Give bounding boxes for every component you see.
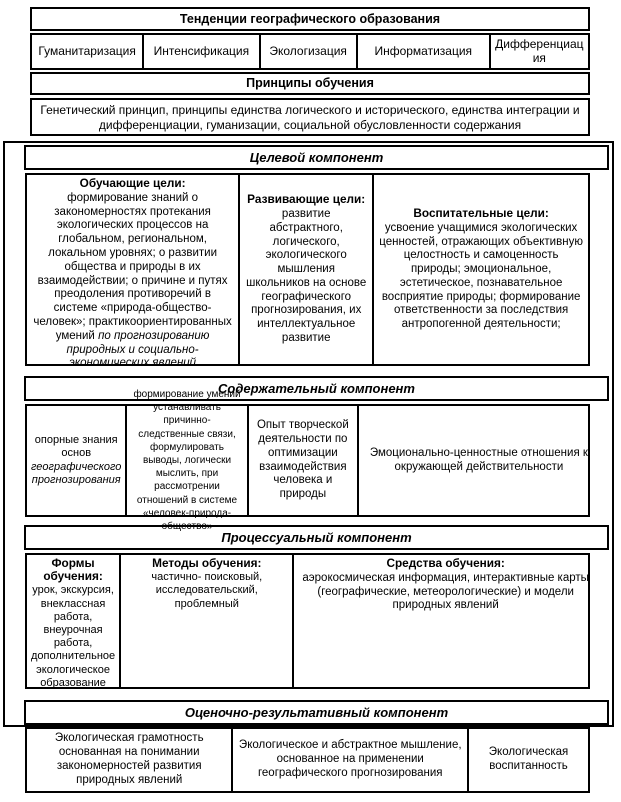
process-component-row	[25, 553, 590, 689]
ecological-upbringing-text: Экологическая воспитанность	[488, 746, 569, 772]
content-component-header: Содержательный компонент	[24, 376, 609, 401]
teaching-goals-text-regular: формирование знаний о закономерностях протекания экологических процессов на глобальном, региональном, локальном уровнях; о развитии общества и природы в их взаимодействии; о причине и путях преодоления противоречий в системе «природа-общество-человек»; практикоориентированных умений	[33, 191, 232, 342]
principles-header: Принципы обучения	[30, 72, 590, 95]
ecological-thinking-text: Экологическое и абстрактное мышление, основанное на применении географического прогнозирования	[238, 739, 462, 779]
upbringing-goals-cell	[374, 175, 588, 364]
trends-principles-section	[30, 7, 590, 136]
target-component-row	[25, 173, 590, 370]
education-methods-cell	[121, 555, 294, 687]
developing-goals-title: Развивающие цели:	[247, 192, 366, 207]
education-methods-title: Методы обучения:	[152, 556, 262, 570]
evaluation-component-header: Оценочно-результативный компонент	[24, 700, 609, 725]
teaching-goals-text-italic: по прогнозированию природных и социально-экономических явлений	[66, 329, 210, 370]
trend-cell-intensification: Интенсификация	[144, 35, 260, 68]
skills-formation-text: формирование умений устанавливать причинно-следственные связи, формулировать выводы, логически мыслить, при рассмотрении отношений в системе «человек-природа-общество»	[133, 388, 241, 532]
emotional-relations-text: Эмоционально-ценностные отношения к окружающей действительности	[369, 446, 588, 473]
basic-knowledge-cell	[27, 406, 127, 515]
target-component-header: Целевой компонент	[24, 145, 609, 170]
trend-cell-differentiation: Дифференциация	[495, 37, 584, 65]
upbringing-goals-text: усвоение учащимися экологических ценностей, отражающих объективную целостность и самоценность природы; эмоциональное, эстетическое, познавательное восприятие природы; формирование ответственности за последствия антропогенной деятельности;	[379, 221, 583, 331]
basic-knowledge-text	[31, 434, 121, 487]
trend-cell-informatization: Информатизация	[358, 35, 491, 68]
emotional-relations-cell	[359, 406, 599, 515]
education-means-text: аэрокосмическая информация, интерактивные карты (географические, метеорологические) и модели природных явлений	[302, 571, 589, 612]
trend-cell-humanitarization: Гуманитаризация	[32, 35, 144, 68]
skills-formation-cell	[127, 388, 248, 532]
creative-experience-cell	[249, 406, 360, 515]
ecological-upbringing-cell	[469, 729, 588, 791]
education-forms-title: Формы обучения:	[43, 556, 103, 584]
evaluation-component-row	[25, 727, 590, 793]
teaching-goals-text	[31, 192, 234, 371]
upbringing-goals-title: Воспитательные цели:	[413, 205, 549, 220]
developing-goals-cell	[240, 175, 374, 364]
education-methods-text: частично- поисковый, исследовательский, проблемный	[151, 571, 263, 610]
developing-goals-text: развитие абстрактного, логического, экологического мышления школьников на основе географического прогнозирования, их интеллектуальное развитие	[246, 207, 367, 345]
ecological-literacy-text: Экологическая грамотность основанная на понимании закономерностей развития природных явлений	[54, 732, 204, 786]
basic-knowledge-text-regular: опорные знания основ	[34, 434, 118, 460]
creative-experience-text: Опыт творческой деятельности по оптимизации взаимодействия человека и природы	[256, 419, 349, 501]
education-forms-text: урок, экскурсия, внеклассная работа, внеурочная работа, дополнительное экологическое образование	[31, 584, 116, 689]
basic-knowledge-text-italic: географического прогнозирования	[31, 460, 122, 486]
process-component-header: Процессуальный компонент	[24, 525, 609, 550]
trends-header: Тенденции географического образования	[30, 7, 590, 31]
principles-text: Генетический принцип, принципы единства логического и исторического, единства интеграции и дифференциации, гуманизации, социальной обусловленности содержания	[30, 98, 590, 136]
components-frame	[3, 141, 614, 727]
ecological-literacy-cell	[27, 729, 233, 791]
diagram-page	[0, 7, 621, 802]
ecological-thinking-cell	[233, 729, 469, 791]
education-forms-cell	[27, 555, 121, 687]
trend-cell-ecologization: Экологизация	[261, 35, 358, 68]
education-means-cell	[294, 555, 596, 687]
education-means-title: Средства обучения:	[386, 556, 505, 570]
teaching-goals-title: Обучающие цели:	[79, 176, 186, 190]
trends-row	[30, 33, 590, 70]
teaching-goals-cell	[27, 175, 240, 370]
